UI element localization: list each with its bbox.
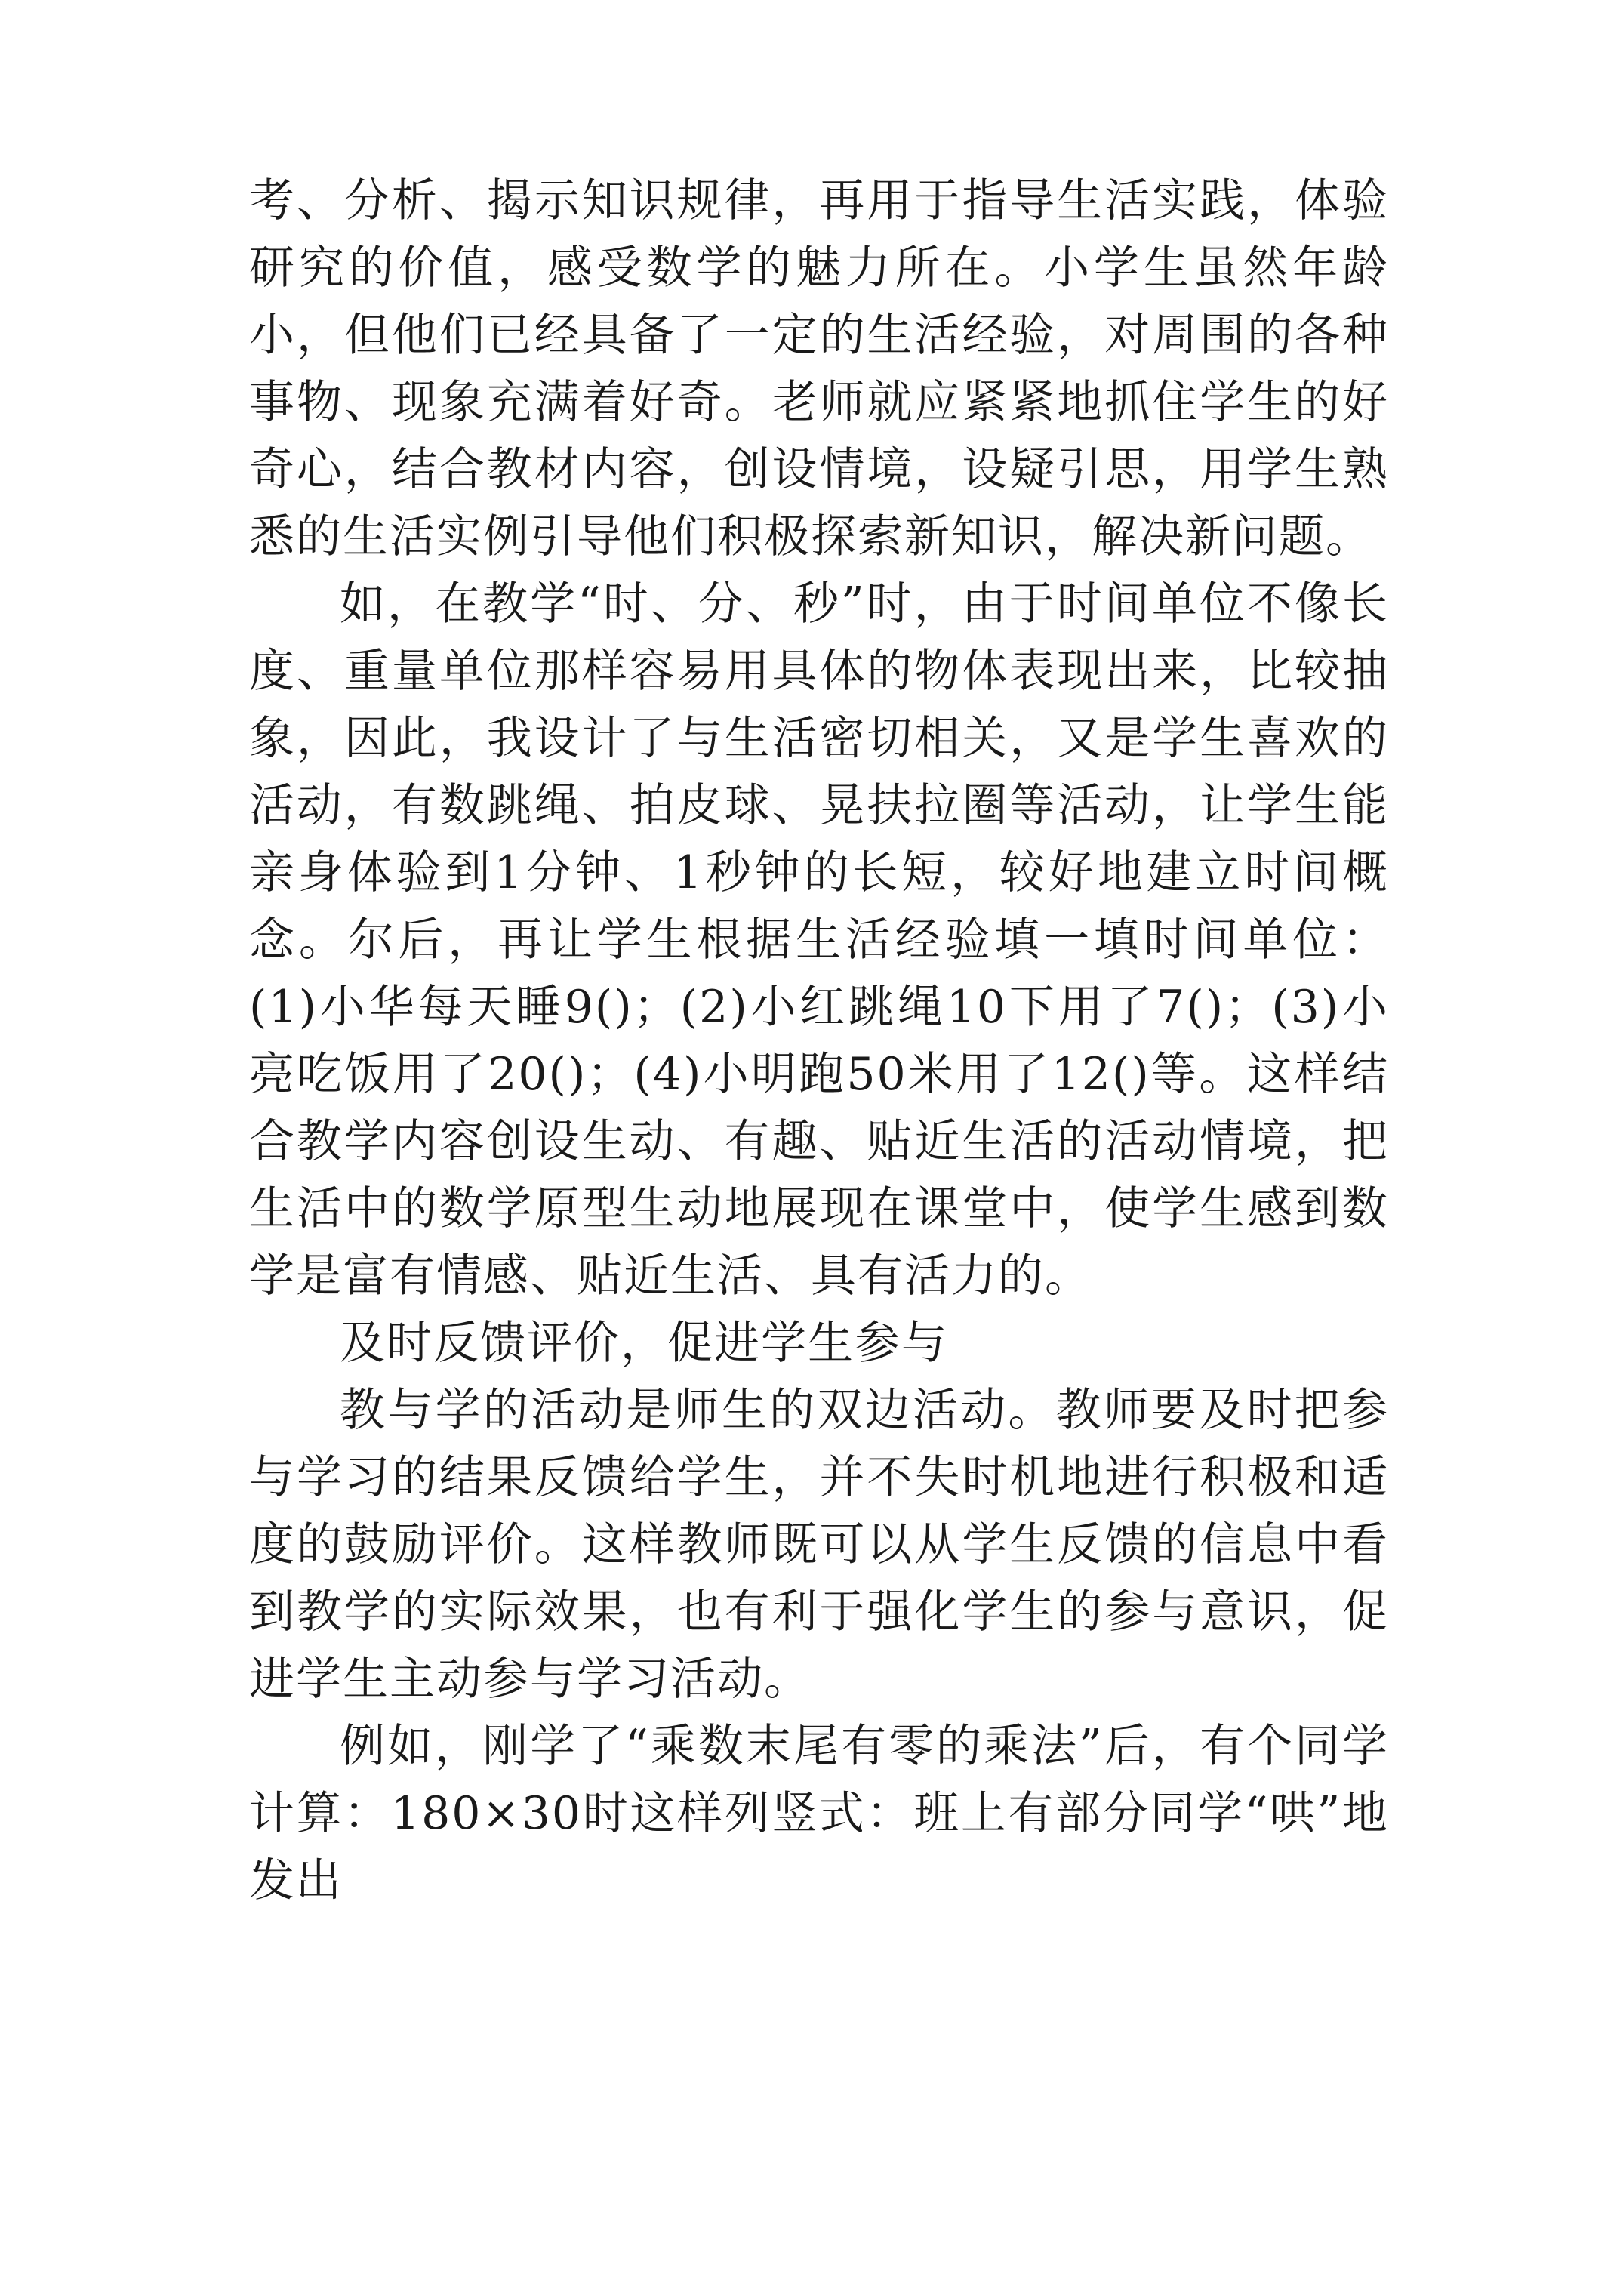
section-heading-feedback: 及时反馈评价，促进学生参与 [340, 1317, 948, 1370]
paragraph-continuation: 考、分析、揭示知识规律，再用于指导生活实践，体验研究的价值，感受数学的魅力所在。小学生虽然年龄小，但他们已经具备了一定的生活经验，对周围的各种事物、现象充满着好奇。老师就应紧紧地抓住学生的好奇心，结合教材内容，创设情境，设疑引思，用学生熟悉的生活实例引导他们积极探索新知识，解决新问题。 [249, 174, 1389, 563]
paragraph-time-units-example: 如，在教学“时、分、秒”时，由于时间单位不像长度、重量单位那样容易用具体的物体表现出来，比较抽象，因此，我设计了与生活密切相关，又是学生喜欢的活动，有数跳绳、拍皮球、晃扶拉圈等活动，让学生能亲身体验到1分钟、1秒钟的长短，较好地建立时间概念。尔后，再让学生根据生活经验填一填时间单位：(1)小华每天睡9()；(2)小红跳绳10下用了7()；(3)小亮吃饭用了20()；(4)小明跑50米用了12()等。这样结合教学内容创设生动、有趣、贴近生活的活动情境，把生活中的数学原型生动地展现在课堂中，使学生感到数学是富有情感、贴近生活、具有活力的。 [249, 578, 1389, 1302]
paragraph-feedback: 教与学的活动是师生的双边活动。教师要及时把参与学习的结果反馈给学生，并不失时机地进行积极和适度的鼓励评价。这样教师既可以从学生反馈的信息中看到教学的实际效果，也有利于强化学生的参与意识，促进学生主动参与学习活动。 [249, 1384, 1389, 1706]
document-page [249, 168, 1389, 1915]
paragraph-multiplication-example: 例如，刚学了“乘数末尾有零的乘法”后，有个同学计算：180×30时这样列竖式：班上有部分同学“哄”地发出 [249, 1720, 1389, 1907]
